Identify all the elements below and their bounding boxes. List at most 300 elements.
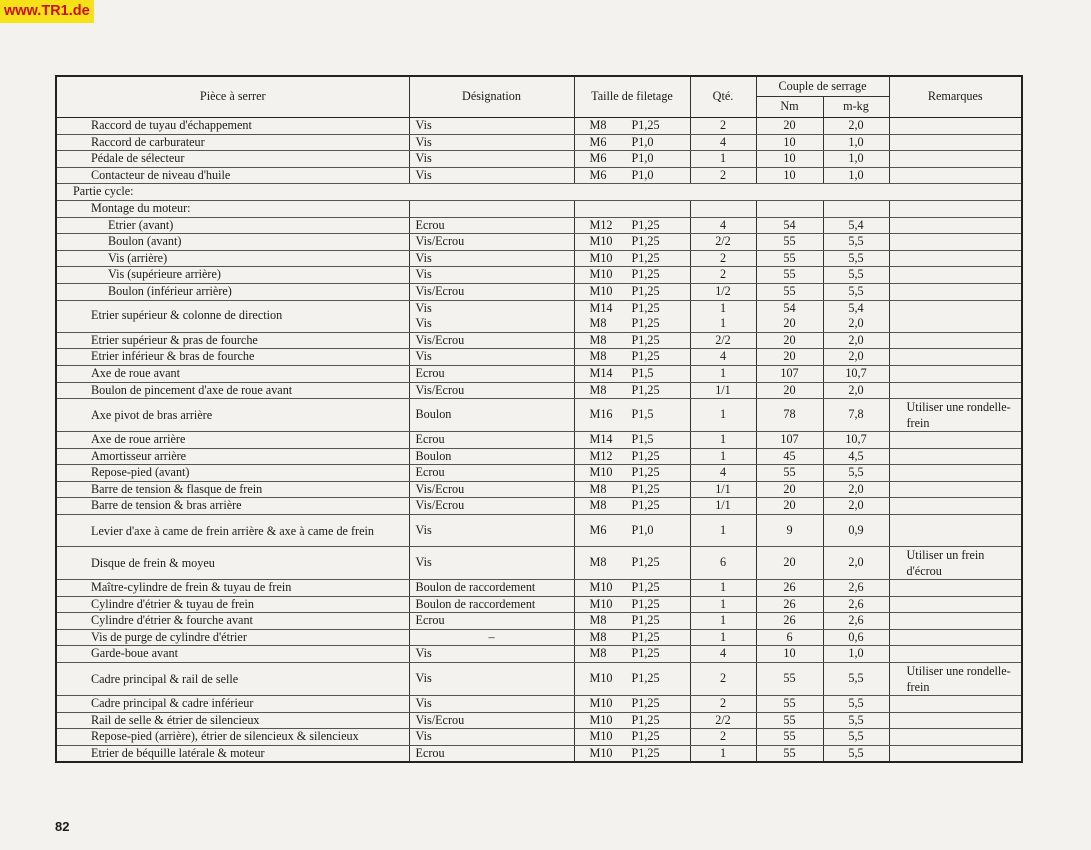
- qty-cell: [690, 283, 756, 300]
- thread-size: M10: [589, 250, 613, 265]
- thread-pitch: P1,0: [631, 134, 654, 149]
- cell-text: 10: [783, 167, 796, 182]
- remark-cell: [889, 267, 1022, 284]
- cell-text: 4: [719, 349, 727, 364]
- mkg-cell: [823, 118, 889, 135]
- thread-cell: [574, 745, 690, 762]
- thread-cell: [574, 515, 690, 547]
- thread-size: M8: [589, 498, 607, 513]
- nm-cell: [756, 498, 823, 515]
- piece-cell: [56, 217, 409, 234]
- mkg-cell: [823, 283, 889, 300]
- thread-cell: [574, 267, 690, 284]
- cell-text: 6: [719, 555, 727, 570]
- thread-cell: [574, 300, 690, 332]
- thread-pitch: P1,5: [631, 365, 654, 380]
- table-row: [56, 283, 1022, 300]
- nm-cell: [756, 481, 823, 498]
- cell-text: Cadre principal & cadre inférieur: [91, 696, 254, 711]
- mkg-cell: [823, 663, 889, 696]
- cell-text: 1: [719, 151, 727, 166]
- cell-text: 5,5: [848, 267, 864, 282]
- qty-cell: [690, 596, 756, 613]
- remark-cell: [889, 646, 1022, 663]
- qty-cell: [690, 745, 756, 762]
- cell-text: 1/1: [715, 498, 731, 513]
- cell-text: 55: [783, 696, 796, 711]
- cell-text: 4: [719, 217, 727, 232]
- nm-cell: [756, 613, 823, 630]
- mkg-cell: [823, 300, 889, 332]
- thread-size: M14: [589, 300, 613, 315]
- remark-cell: [889, 515, 1022, 547]
- cell-text: Vis: [415, 349, 432, 364]
- cell-text: Vis: [415, 134, 432, 149]
- piece-cell: [56, 365, 409, 382]
- thread-size: M10: [589, 596, 613, 611]
- qty-cell: [690, 729, 756, 746]
- header-quantity: Qté.: [690, 76, 756, 118]
- table-row: [56, 134, 1022, 151]
- qty-cell: [690, 613, 756, 630]
- nm-cell: [756, 382, 823, 399]
- mkg-cell: [823, 432, 889, 449]
- thread-cell: [574, 547, 690, 580]
- designation-cell: [409, 547, 574, 580]
- mkg-cell: [823, 629, 889, 646]
- cell-text: 45: [783, 448, 796, 463]
- nm-cell: [756, 646, 823, 663]
- qty-cell: [690, 134, 756, 151]
- thread-pitch: P1,25: [631, 498, 660, 513]
- cell-text: Vis: [415, 250, 432, 265]
- stacked-line: 20: [783, 316, 796, 331]
- cell-text: 1,0: [848, 151, 864, 166]
- thread-cell: [574, 382, 690, 399]
- nm-cell: [756, 300, 823, 332]
- cell-text: 1: [719, 629, 727, 644]
- mkg-cell: [823, 696, 889, 713]
- table-row: [56, 580, 1022, 597]
- thread-size: M10: [589, 712, 613, 727]
- cell-text: 4: [719, 465, 727, 480]
- nm-cell: [756, 515, 823, 547]
- thread-cell: [574, 629, 690, 646]
- remark-cell: [889, 167, 1022, 184]
- thread-cell: [574, 365, 690, 382]
- cell-text: 107: [780, 365, 799, 380]
- nm-cell: [756, 134, 823, 151]
- piece-cell: [56, 283, 409, 300]
- piece-cell: [56, 332, 409, 349]
- header-row: [56, 76, 1022, 96]
- stacked-line: 54: [783, 300, 796, 315]
- cell-text: Vis: [415, 729, 432, 744]
- cell-text: Partie cycle:: [73, 184, 134, 199]
- cell-text: 20: [783, 349, 796, 364]
- cell-text: 2,0: [848, 481, 864, 496]
- remark-cell: [889, 745, 1022, 762]
- cell-text: 2,0: [848, 498, 864, 513]
- table-body: [56, 118, 1022, 763]
- cell-text: 2,6: [848, 580, 864, 595]
- thread-size: M8: [589, 481, 607, 496]
- cell-text: 1: [719, 745, 727, 760]
- qty-cell: [690, 448, 756, 465]
- table-row: [56, 382, 1022, 399]
- cell-text: 55: [783, 250, 796, 265]
- thread-cell: [574, 646, 690, 663]
- table-row: [56, 118, 1022, 135]
- piece-cell: [56, 432, 409, 449]
- table-row: [56, 465, 1022, 482]
- thread-pitch: P1,25: [631, 267, 660, 282]
- table-row: [56, 515, 1022, 547]
- qty-cell: [690, 382, 756, 399]
- designation-cell: [409, 118, 574, 135]
- designation-cell: [409, 481, 574, 498]
- cell-text: 55: [783, 745, 796, 760]
- cell-text: Ecrou: [415, 432, 445, 447]
- cell-text: 55: [783, 267, 796, 282]
- table-row: [56, 234, 1022, 251]
- remark-cell: [889, 250, 1022, 267]
- thread-cell: [574, 349, 690, 366]
- cell-text: 2: [719, 167, 727, 182]
- cell-text: Ecrou: [415, 465, 445, 480]
- mkg-cell: [823, 349, 889, 366]
- piece-cell: [56, 300, 409, 332]
- qty-cell: [690, 712, 756, 729]
- cell-text: Vis de purge de cylindre d'étrier: [91, 629, 247, 644]
- piece-cell: [56, 481, 409, 498]
- thread-pitch: P1,25: [631, 745, 660, 760]
- designation-cell: [409, 596, 574, 613]
- thread-pitch: P1,25: [631, 250, 660, 265]
- cell-text: Utiliser une rondelle-frein: [906, 400, 1011, 431]
- cell-text: 2: [719, 696, 727, 711]
- cell-text: 20: [783, 118, 796, 132]
- cell-text: Ecrou: [415, 217, 445, 232]
- cell-text: 5,5: [848, 745, 864, 760]
- thread-cell: [574, 580, 690, 597]
- cell-text: Boulon: [415, 448, 452, 463]
- cell-text: 1: [719, 407, 727, 422]
- thread-pitch: P1,25: [631, 671, 660, 686]
- table-row: [56, 151, 1022, 168]
- cell-text: Vis (supérieure arrière): [108, 267, 221, 282]
- cell-text: 54: [783, 217, 796, 232]
- piece-cell: [56, 596, 409, 613]
- cell-text: 2: [719, 671, 727, 686]
- cell-text: 20: [783, 481, 796, 496]
- cell-text: 20: [783, 498, 796, 513]
- cell-text: 20: [783, 555, 796, 570]
- cell-text: 78: [783, 407, 796, 422]
- thread-pitch: P1,25: [631, 696, 660, 711]
- cell-text: Vis/Ecrou: [415, 498, 465, 513]
- thread-size: M6: [589, 134, 607, 149]
- nm-cell: [756, 580, 823, 597]
- table-row: [56, 432, 1022, 449]
- thread-size: M8: [589, 613, 607, 628]
- piece-cell: [56, 547, 409, 580]
- cell-text: Vis: [415, 696, 432, 711]
- cell-text: Ecrou: [415, 745, 445, 760]
- cell-text: 1: [719, 580, 727, 595]
- watermark-logo: www.TR1.de: [0, 0, 94, 23]
- cell-text: 0,6: [848, 629, 864, 644]
- thread-cell: [574, 167, 690, 184]
- thread-cell: [574, 134, 690, 151]
- header-remarks: Remarques: [889, 76, 1022, 118]
- nm-cell: [756, 250, 823, 267]
- thread-size: M10: [589, 580, 613, 595]
- mkg-cell: [823, 267, 889, 284]
- piece-cell: [56, 167, 409, 184]
- thread-size: M8: [589, 646, 607, 661]
- cell-text: 0,9: [848, 522, 864, 537]
- qty-cell: [690, 250, 756, 267]
- cell-text: Disque de frein & moyeu: [91, 556, 215, 571]
- cell-text: Etrier de béquille latérale & moteur: [91, 745, 265, 760]
- qty-cell: [690, 580, 756, 597]
- piece-cell: [56, 200, 409, 217]
- cell-text: 2,6: [848, 596, 864, 611]
- designation-cell: [409, 432, 574, 449]
- cell-text: 55: [783, 234, 796, 249]
- thread-pitch: P1,25: [631, 646, 660, 661]
- cell-text: Etrier inférieur & bras de fourche: [91, 349, 255, 364]
- nm-cell: [756, 432, 823, 449]
- qty-cell: [690, 365, 756, 382]
- thread-size: M12: [589, 217, 613, 232]
- nm-cell: [756, 745, 823, 762]
- nm-cell: [756, 448, 823, 465]
- designation-cell: [409, 217, 574, 234]
- cell-text: Cadre principal & rail de selle: [91, 672, 239, 687]
- mkg-cell: [823, 712, 889, 729]
- table-row: [56, 498, 1022, 515]
- nm-cell: [756, 283, 823, 300]
- nm-cell: [756, 167, 823, 184]
- thread-pitch: P1,25: [631, 283, 660, 298]
- thread-pitch: P1,25: [631, 349, 660, 364]
- cell-text: 6: [786, 629, 793, 644]
- cell-text: Vis/Ecrou: [415, 712, 465, 727]
- remark-cell: [889, 448, 1022, 465]
- thread-pitch: P1,25: [631, 217, 660, 232]
- mkg-cell: [823, 234, 889, 251]
- qty-cell: [690, 300, 756, 332]
- table-row: [56, 448, 1022, 465]
- cell-text: 1/1: [715, 382, 731, 397]
- designation-cell: [409, 745, 574, 762]
- table-row: [56, 267, 1022, 284]
- qty-cell: [690, 465, 756, 482]
- thread-pitch: P1,25: [631, 481, 660, 496]
- nm-cell: [756, 332, 823, 349]
- thread-size: M6: [589, 522, 607, 537]
- remark-cell: [889, 663, 1022, 696]
- thread-pitch: P1,0: [631, 167, 654, 182]
- mkg-cell: [823, 332, 889, 349]
- cell-text: Vis (arrière): [108, 250, 168, 265]
- cell-text: Vis: [415, 267, 432, 282]
- thread-cell: [574, 613, 690, 630]
- cell-text: Vis: [415, 555, 432, 570]
- remark-cell: [889, 283, 1022, 300]
- table-row: [56, 729, 1022, 746]
- thread-cell: [574, 432, 690, 449]
- mkg-cell: [823, 580, 889, 597]
- stacked-line: Vis: [415, 300, 432, 315]
- remark-cell: [889, 349, 1022, 366]
- nm-cell: [756, 365, 823, 382]
- cell-text: Cylindre d'étrier & fourche avant: [91, 613, 253, 628]
- thread-size: M6: [589, 167, 607, 182]
- cell-text: 55: [783, 712, 796, 727]
- header-designation: Désignation: [409, 76, 574, 118]
- cell-text: 26: [783, 596, 796, 611]
- piece-cell: [56, 234, 409, 251]
- designation-cell: [409, 250, 574, 267]
- designation-cell: [409, 498, 574, 515]
- thread-size: M10: [589, 745, 613, 760]
- remark-cell: [889, 629, 1022, 646]
- remark-cell: [889, 712, 1022, 729]
- thread-pitch: P1,25: [631, 448, 660, 463]
- mkg-cell: [823, 729, 889, 746]
- nm-cell: [756, 629, 823, 646]
- thread-cell: [574, 234, 690, 251]
- table-row: [56, 349, 1022, 366]
- piece-cell: [56, 663, 409, 696]
- mkg-cell: [823, 382, 889, 399]
- designation-cell: [409, 646, 574, 663]
- cell-text: 5,5: [848, 283, 864, 298]
- piece-cell: [56, 267, 409, 284]
- cell-text: 2,0: [848, 555, 864, 570]
- qty-cell: [690, 663, 756, 696]
- cell-text: Utiliser une rondelle-frein: [906, 664, 1011, 695]
- cell-text: 1: [719, 613, 727, 628]
- thread-cell: [574, 465, 690, 482]
- remark-cell: [889, 481, 1022, 498]
- cell-text: 20: [783, 382, 796, 397]
- qty-cell: [690, 696, 756, 713]
- qty-cell: [690, 217, 756, 234]
- stacked-line: 2,0: [848, 316, 864, 331]
- thread-pitch: P1,0: [631, 151, 654, 166]
- cell-text: Vis: [415, 118, 432, 132]
- mkg-cell: [823, 365, 889, 382]
- piece-cell: [56, 515, 409, 547]
- stacked-line: 5,4: [848, 300, 864, 315]
- cell-text: 55: [783, 671, 796, 686]
- table-row: [56, 200, 1022, 217]
- remark-cell: [889, 547, 1022, 580]
- designation-cell: [409, 267, 574, 284]
- remark-cell: [889, 596, 1022, 613]
- remark-cell: [889, 729, 1022, 746]
- thread-cell: [574, 448, 690, 465]
- cell-text: 1: [719, 365, 727, 380]
- thread-pitch: P1,25: [631, 712, 660, 727]
- cell-text: Etrier supérieur & pras de fourche: [91, 332, 258, 347]
- remark-cell: [889, 382, 1022, 399]
- cell-text: Vis/Ecrou: [415, 332, 465, 347]
- qty-cell: [690, 267, 756, 284]
- remark-cell: [889, 217, 1022, 234]
- cell-text: Amortisseur arrière: [91, 448, 187, 463]
- cell-text: Vis: [415, 671, 432, 686]
- designation-cell: [409, 349, 574, 366]
- cell-text: 20: [783, 332, 796, 347]
- cell-text: 1,0: [848, 167, 864, 182]
- remark-cell: [889, 118, 1022, 135]
- thread-cell: [574, 332, 690, 349]
- cell-text: Vis: [415, 646, 432, 661]
- table-row: [56, 629, 1022, 646]
- cell-text: Garde-boue avant: [91, 646, 178, 661]
- thread-pitch: P1,25: [631, 118, 660, 132]
- qty-cell: [690, 629, 756, 646]
- designation-cell: [409, 613, 574, 630]
- cell-text: Axe pivot de bras arrière: [91, 408, 213, 423]
- table-row: [56, 712, 1022, 729]
- thread-size: M10: [589, 267, 613, 282]
- designation-cell: [409, 332, 574, 349]
- designation-cell: [409, 200, 574, 217]
- piece-cell: [56, 696, 409, 713]
- stacked-line: [590, 301, 684, 317]
- mkg-cell: [823, 448, 889, 465]
- table-row: [56, 217, 1022, 234]
- thread-size: M8: [589, 629, 607, 644]
- piece-cell: [56, 349, 409, 366]
- thread-cell: [574, 250, 690, 267]
- nm-cell: [756, 712, 823, 729]
- nm-cell: [756, 217, 823, 234]
- thread-size: M10: [589, 729, 613, 744]
- mkg-cell: [823, 547, 889, 580]
- mkg-cell: [823, 200, 889, 217]
- cell-text: Maître-cylindre de frein & tuyau de frein: [91, 580, 292, 595]
- mkg-cell: [823, 151, 889, 168]
- piece-cell: [56, 250, 409, 267]
- nm-cell: [756, 547, 823, 580]
- thread-size: M16: [589, 407, 613, 422]
- stacked-line: 1: [719, 300, 727, 315]
- piece-cell: [56, 134, 409, 151]
- qty-cell: [690, 151, 756, 168]
- designation-cell: [409, 283, 574, 300]
- cell-text: Vis: [415, 167, 432, 182]
- thread-pitch: P1,25: [631, 316, 660, 331]
- cell-text: 10: [783, 646, 796, 661]
- designation-cell: [409, 729, 574, 746]
- remark-cell: [889, 151, 1022, 168]
- piece-cell: [56, 745, 409, 762]
- cell-text: 2,0: [848, 332, 864, 347]
- remark-cell: [889, 580, 1022, 597]
- mkg-cell: [823, 134, 889, 151]
- cell-text: 5,5: [848, 465, 864, 480]
- thread-cell: [574, 596, 690, 613]
- thread-pitch: P1,5: [631, 407, 654, 422]
- qty-cell: [690, 432, 756, 449]
